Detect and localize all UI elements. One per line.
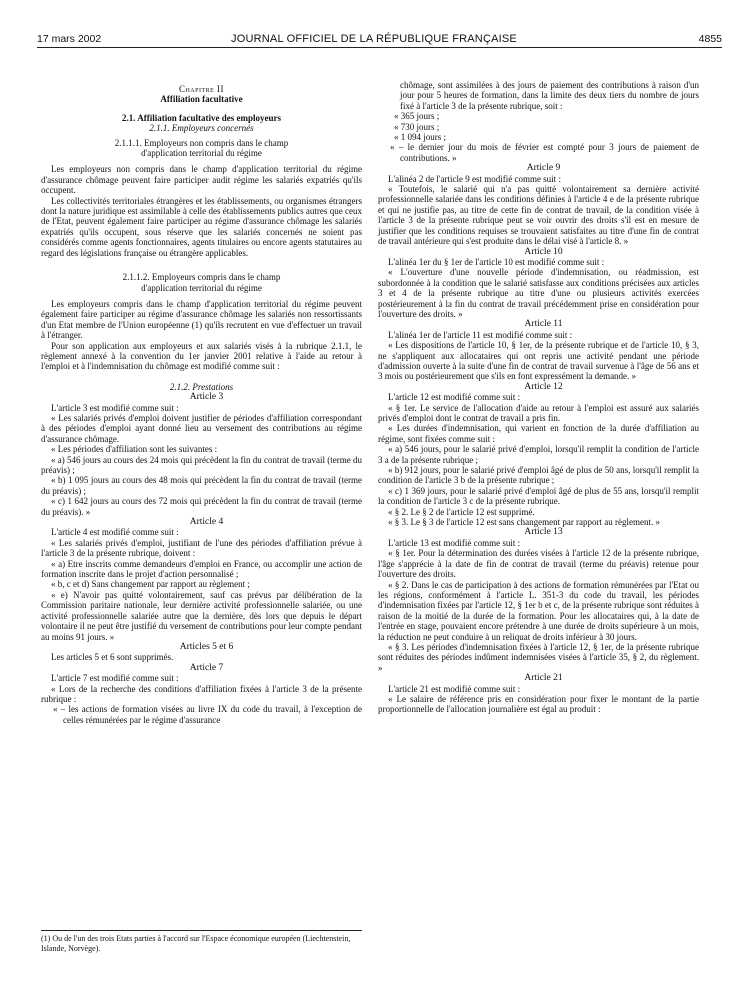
paragraph: Les articles 5 et 6 sont supprimés. (51, 652, 174, 663)
paragraph: « b, c et d) Sans changement par rapport au règlement ; (51, 579, 250, 590)
paragraph: « Les salariés privés d'emploi, justifiant de l'une des périodes d'affiliation prévue à l'article 3 de la présente rubrique, doivent : (41, 537, 362, 559)
paragraph: L'article 12 est modifié comme suit : (388, 392, 521, 403)
paragraph: Pour son application aux employeurs et aux salariés visés à la rubrique 2.1.1, le règlement annexé à la convention du 1er janvier 2001 relative à l'aide au retour à l'emploi et à l'indemnisation du chômage est modifié comme suit : (41, 340, 362, 372)
paragraph: L'article 21 est modifié comme suit : (388, 683, 521, 694)
paragraph: « b) 912 jours, pour le salarié privé d'emploi âgé de plus de 50 ans, lorsqu'il remplit la condition de l'article 3 b de la présente rubrique ; (378, 465, 699, 486)
left-column (41, 84, 362, 725)
list-item: « 365 jours ; (394, 111, 440, 122)
paragraph: « Le salaire de référence pris en considération pour fixer le montant de la partie proportionnelle de l'allocation journalière est égal au produit : (378, 693, 699, 715)
page-number: 4855 (698, 33, 722, 45)
paragraph: L'article 3 est modifié comme suit : (51, 402, 179, 413)
subsubsection-heading: 2.1.1.1. Employeurs non compris dans le champ (114, 137, 289, 148)
footnote (41, 930, 362, 953)
article-heading: Article 11 (524, 319, 563, 330)
paragraph: « § 3. Le § 3 de l'article 12 est sans changement par rapport au règlement. » (388, 517, 661, 528)
paragraph: « Les dispositions de l'article 10, § 1er, de la présente rubrique et de l'article 10, § 3, ne s'appliquent aux allocataires qui ont repris une activité pendant une période d'admission ouverte à la suite d'une fin de contrat de travail survenue à l'âge de 56 ans et 3 mois ou postérieurement que s'ils en font expressément la demande. » (378, 340, 699, 382)
subsubsection-heading-line2: d'application territorial du régime (141, 282, 262, 293)
paragraph: « Toutefois, le salarié qui n'a pas quitté volontairement sa dernière activité professionnelle salariée dans les conditions définies à l'article 4 e de la présente rubrique et qui ne justifie pas, au titre de cette fin de contrat de travail, de la condition visée à l'article 3 de la présente rubrique peut se voir ouvrir des droits s'il est en mesure de justifier que les conditions requises se trouvaient satisfaites au titre d'une fin de contrat de travail antérieure qui s'est produite dans le délai visé à l'article 8. » (378, 184, 699, 247)
paragraph: « – les actions de formation visées au livre IX du code du travail, à l'exception de celles rémunérées par le régime d'assurance (53, 704, 362, 725)
header-rule (37, 47, 722, 48)
article-heading: Article 4 (189, 517, 224, 528)
subsubsection-heading: 2.1.1.2. Employeurs compris dans le champ (122, 272, 281, 283)
paragraph: « c) 1 642 jours au cours des 72 mois qui précèdent la fin du contrat de travail (terme du préavis). » (41, 496, 362, 517)
section-heading: 2.1. Affiliation facultative des employeurs (122, 112, 281, 123)
article-heading: Article 12 (524, 381, 563, 392)
paragraph: L'article 13 est modifié comme suit : (388, 537, 521, 548)
paragraph: « § 2. Dans le cas de participation à des actions de formation rémunérées par l'Etat ou les régions, conformément à l'article L. 351-3 du code du travail, les périodes d'indemnisation fixées par l'article 12, § 1er b et c, de la présente rubrique sont réduites à raison de la moitié de la durée de la formation. Pour les allocataires qui, à la date de l'entrée en stage, pouvaient encore prétendre à une durée de droits supérieure à un mois, la réduction ne peut conduire à un reliquat de droits inférieur à 30 jours. (378, 579, 699, 642)
paragraph: L'article 7 est modifié comme suit : (51, 673, 179, 684)
paragraph: L'alinéa 1er de l'article 11 est modifié comme suit : (388, 329, 573, 340)
paragraph: « § 1er. Le service de l'allocation d'aide au retour à l'emploi est assuré aux salariés privés d'emploi dont le contrat de travail a pris fin. (378, 402, 699, 423)
paragraph: L'article 4 est modifié comme suit : (51, 527, 179, 538)
article-heading: Article 21 (524, 673, 563, 684)
paragraph: « b) 1 095 jours au cours des 48 mois qui précèdent la fin du contrat de travail (terme du préavis) ; (41, 475, 362, 496)
article-heading: Article 7 (189, 662, 224, 673)
paragraph: Les collectivités territoriales étrangères et les établissements, ou organismes étrangers dont la nature juridique est assimilable à celle des établissements publics autres que ceux de l'Etat, peuvent également faire participer au régime d'assurance chômage les salariés expatriés qu'ils occupent, sous réserve que les salariés concernés ne soient pas considérés comme agents fonctionnaires, agents titulaires ou encore agents statutaires au regard des législations française ou étrangère applicables. (41, 195, 362, 258)
chapter-title: Affiliation facultative (160, 94, 243, 105)
header-date: 17 mars 2002 (37, 33, 102, 45)
article-heading: Articles 5 et 6 (179, 641, 234, 652)
paragraph: « L'ouverture d'une nouvelle période d'indemnisation, ou réadmission, est subordonnée à la condition que le salarié satisfasse aux conditions précisées aux articles 3 et 4 de la présente rubrique au titre d'une ou plusieurs activités exercées postérieurement à la fin du contrat de travail précédemment prise en considération pour l'ouverture des droits. » (378, 267, 699, 319)
article-heading: Article 10 (524, 246, 563, 257)
paragraph: « Lors de la recherche des conditions d'affiliation fixées à l'article 3 de la présente rubrique : (41, 683, 362, 704)
paragraph: L'alinéa 2 de l'article 9 est modifié comme suit : (388, 173, 561, 184)
chapter-heading: Chapitre II (178, 84, 225, 94)
journal-title: JOURNAL OFFICIEL DE LA RÉPUBLIQUE FRANÇAISE (231, 33, 517, 45)
subsection-heading: 2.1.2. Prestations (169, 381, 234, 392)
list-item: « 1 094 jours ; (394, 132, 447, 143)
subsection-heading: 2.1.1. Employeurs concernés (149, 123, 254, 134)
paragraph: « Les durées d'indemnisation, qui varient en fonction de la durée d'affiliation au régime, sont fixées comme suit : (378, 423, 699, 444)
paragraph: « § 2. Le § 2 de l'article 12 est supprimé. (388, 506, 535, 517)
paragraph: « § 1er. Pour la détermination des durées visées à l'article 12 de la présente rubrique, l'âge s'apprécie à la date de fin de contrat de travail (terme du préavis) retenue pour l'ouverture des droits. (378, 548, 699, 580)
paragraph: « Les salariés privés d'emploi doivent justifier de périodes d'affiliation correspondant à des périodes d'emploi ayant donné lieu au versement des contributions au régime d'assurance chômage. (41, 412, 362, 444)
paragraph: « § 3. Les périodes d'indemnisation fixées à l'article 12, § 1er, de la présente rubrique sont réduites des périodes indûment indemnisées visées à l'article 35, § 2, du règlement. » (378, 641, 699, 673)
paragraph: « e) N'avoir pas quitté volontairement, sauf cas prévus par délibération de la Commission paritaire nationale, leur dernière activité professionnelle salariée, ou une activité professionnelle salariée autre que la dernière, dès lors que depuis le départ volontaire il ne peut être justifié du versement de contributions pour leur compte pendant au moins 91 jours. » (41, 589, 362, 642)
paragraph: « – le dernier jour du mois de février est compté pour 3 jours de paiement de contributions. » (390, 142, 699, 163)
paragraph: « a) 546 jours, pour le salarié privé d'emploi, lorsqu'il remplit la condition de l'article 3 a de la présente rubrique ; (378, 444, 699, 465)
footnote-text: (1) Ou de l'un des trois Etats parties à l'accord sur l'Espace économique européen (Liechtenstein, Islande, Norvège). (41, 934, 351, 953)
paragraph: Les employeurs non compris dans le champ d'application territorial du régime d'assurance chômage peuvent faire participer audit régime les salariés expatriés qu'ils occupent. (41, 164, 362, 196)
paragraph: L'alinéa 1er du § 1er de l'article 10 est modifié comme suit : (388, 256, 605, 267)
page-header (0, 0, 748, 45)
paragraph: « a) 546 jours au cours des 24 mois qui précèdent la fin du contrat de travail (terme du préavis) ; (41, 454, 362, 475)
paragraph: Les employeurs compris dans le champ d'application territorial du régime peuvent également faire participer au régime d'assurance chômage les salariés non ressortissants d'un Etat membre de l'Union européenne (1) qu'ils recrutent en vue d'effectuer un travail à l'étranger. (41, 298, 362, 341)
paragraph: « c) 1 369 jours, pour le salarié privé d'emploi âgé de plus de 55 ans, lorsqu'il remplit la condition de l'article 3 c de la présente rubrique. (378, 485, 699, 507)
subsubsection-heading-line2: d'application territorial du régime (141, 148, 262, 159)
article-heading: Article 13 (524, 527, 563, 538)
paragraph: « a) Etre inscrits comme demandeurs d'emploi en France, ou accomplir une action de formation inscrite dans le projet d'action personnalisé ; (41, 558, 362, 580)
list-item: « 730 jours ; (394, 121, 440, 132)
article-heading: Article 3 (189, 392, 224, 403)
article-heading: Article 9 (526, 163, 561, 174)
paragraph: « Les périodes d'affiliation sont les suivantes : (51, 444, 218, 455)
paragraph: chômage, sont assimilées à des jours de paiement des contributions à raison d'un jour pour 5 heures de formation, dans la limite des deux tiers du nombre de jours fixé à l'article 3 de la présente rubrique, soit : (400, 80, 699, 111)
right-column (378, 80, 699, 715)
